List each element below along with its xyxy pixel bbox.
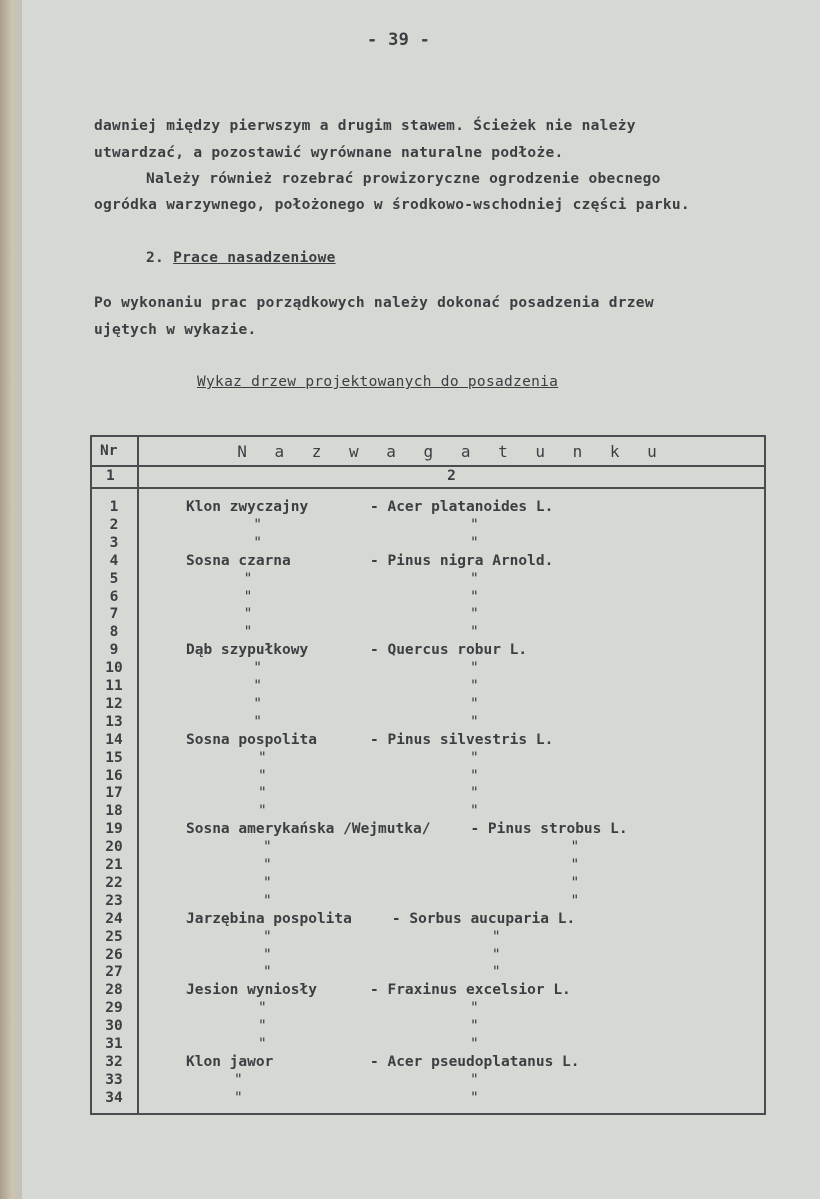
table-row: [90, 1090, 766, 1108]
ditto-mark-latin: ": [470, 749, 479, 766]
ditto-mark-polish: ": [263, 857, 272, 873]
ditto-mark-latin: ": [470, 1018, 479, 1035]
row-number: 30: [105, 1018, 123, 1035]
row-number: 14: [105, 731, 123, 748]
paragraph-line: ujętych w wykazie.: [94, 322, 257, 338]
row-number: 26: [105, 946, 123, 963]
row-number: 19: [105, 821, 123, 838]
page-number: - 39 -: [367, 30, 431, 50]
polish-name: Sosna amerykańska /Wejmutka/: [186, 821, 431, 838]
ditto-mark-latin: ": [470, 767, 479, 784]
row-number: 5: [109, 570, 119, 587]
table-row: [90, 1072, 766, 1090]
table-row: [90, 732, 766, 750]
ditto-mark-latin: ": [491, 946, 501, 963]
row-number: 21: [105, 857, 123, 873]
paragraph-line: utwardzać, a pozostawić wyrównane naturalne podłoże.: [94, 145, 564, 161]
ditto-mark-polish: ": [253, 516, 262, 533]
polish-name: Jarzębina pospolita: [186, 910, 352, 927]
ditto-mark-latin: ": [470, 1000, 479, 1017]
ditto-mark-polish: ": [243, 624, 253, 641]
column-number-divider: [90, 487, 766, 489]
paragraph-line: ogródka warzywnego, położonego w środkowo-wschodniej części parku.: [94, 197, 690, 213]
row-number: 23: [105, 892, 123, 909]
table-row: [90, 696, 766, 714]
polish-name: Sosna pospolita: [186, 731, 317, 748]
table-row: [90, 875, 766, 893]
polish-name: Klon jawor: [186, 1053, 274, 1070]
ditto-mark-latin: ": [470, 785, 479, 802]
row-number: 24: [105, 910, 123, 927]
latin-name: - Pinus silvestris L.: [370, 731, 554, 748]
ditto-mark-polish: ": [263, 874, 272, 891]
row-number: 1: [109, 499, 119, 515]
row-number: 33: [105, 1071, 123, 1088]
ditto-mark-polish: ": [253, 534, 262, 551]
table-row: [90, 768, 766, 786]
header-species-name: N a z w a g a t u n k u: [237, 442, 666, 461]
latin-name: - Sorbus aucuparia L.: [391, 910, 576, 927]
table-row: [90, 535, 766, 553]
polish-name: Dąb szypułkowy: [186, 642, 309, 659]
row-number: 32: [105, 1053, 123, 1070]
row-number: 6: [109, 588, 119, 605]
table-row: [90, 624, 766, 642]
species-table: [90, 435, 766, 1115]
ditto-mark-polish: ": [253, 713, 262, 730]
ditto-mark-polish: ": [263, 839, 272, 856]
table-row: [90, 911, 766, 929]
column-number-2: 2: [447, 468, 456, 484]
table-row: [90, 606, 766, 624]
ditto-mark-polish: ": [258, 749, 267, 766]
ditto-mark-latin: ": [570, 839, 580, 856]
ditto-mark-latin: ": [470, 678, 479, 694]
table-row: [90, 803, 766, 821]
ditto-mark-polish: ": [263, 964, 272, 981]
paragraph-line: dawniej między pierwszym a drugim stawem. Ścieżek nie należy: [94, 118, 636, 134]
book-binding-edge: [0, 0, 22, 1199]
ditto-mark-polish: ": [258, 767, 267, 784]
row-number: 17: [105, 785, 123, 802]
ditto-mark-latin: ": [470, 570, 479, 587]
row-number: 25: [105, 928, 123, 945]
ditto-mark-latin: ": [470, 624, 479, 641]
ditto-mark-polish: ": [258, 1036, 267, 1052]
row-number: 3: [109, 534, 119, 551]
row-number: 13: [105, 713, 123, 730]
table-row: [90, 785, 766, 803]
row-number: 20: [105, 839, 123, 856]
ditto-mark-polish: ": [253, 660, 262, 677]
ditto-mark-latin: ": [470, 1071, 479, 1088]
row-number: 28: [105, 982, 123, 999]
paragraph-line: Po wykonaniu prac porządkowych należy dokonać posadzenia drzew: [94, 295, 654, 311]
ditto-mark-latin: ": [470, 695, 479, 712]
latin-name: - Fraxinus excelsior L.: [370, 982, 571, 999]
column-number-1: 1: [106, 468, 115, 484]
polish-name: Jesion wyniosły: [186, 982, 317, 999]
ditto-mark-latin: ": [470, 1036, 479, 1052]
table-row: [90, 1018, 766, 1036]
table-row: [90, 821, 766, 839]
row-number: 7: [109, 606, 119, 623]
table-row: [90, 714, 766, 732]
ditto-mark-latin: ": [470, 516, 479, 533]
ditto-mark-latin: ": [491, 928, 501, 945]
table-row: [90, 929, 766, 947]
table-row: [90, 839, 766, 857]
ditto-mark-polish: ": [243, 570, 253, 587]
table-row: [90, 982, 766, 1000]
header-divider: [90, 465, 766, 467]
table-row: [90, 893, 766, 911]
table-caption: Wykaz drzew projektowanych do posadzenia: [197, 374, 559, 390]
polish-name: Klon zwyczajny: [186, 499, 309, 515]
ditto-mark-polish: ": [234, 1071, 243, 1088]
ditto-mark-latin: ": [470, 606, 479, 623]
table-row: [90, 964, 766, 982]
table-row: [90, 642, 766, 660]
table-row: [90, 750, 766, 768]
ditto-mark-polish: ": [263, 928, 272, 945]
ditto-mark-latin: ": [570, 857, 580, 873]
row-number: 11: [105, 678, 123, 694]
row-number: 31: [105, 1036, 123, 1052]
table-row: [90, 589, 766, 607]
section-title: Prace nasadzeniowe: [173, 250, 336, 266]
table-row: [90, 678, 766, 696]
ditto-mark-polish: ": [253, 695, 262, 712]
ditto-mark-latin: ": [570, 892, 580, 909]
latin-name: - Quercus robur L.: [370, 642, 528, 659]
latin-name: - Acer platanoides L.: [370, 499, 554, 515]
ditto-mark-polish: ": [258, 803, 267, 820]
table-row: [90, 571, 766, 589]
ditto-mark-polish: ": [234, 1089, 243, 1106]
ditto-mark-polish: ": [263, 892, 272, 909]
header-nr: Nr: [100, 443, 118, 459]
row-number: 16: [105, 767, 123, 784]
ditto-mark-latin: ": [470, 534, 479, 551]
row-number: 8: [109, 624, 119, 641]
row-number: 10: [105, 660, 123, 677]
row-number: 15: [105, 749, 123, 766]
document-page: [22, 0, 820, 1199]
table-row: [90, 1036, 766, 1054]
table-row: [90, 1054, 766, 1072]
ditto-mark-polish: ": [263, 946, 272, 963]
table-row: [90, 660, 766, 678]
ditto-mark-latin: ": [470, 588, 479, 605]
table-row: [90, 517, 766, 535]
table-row: [90, 1000, 766, 1018]
ditto-mark-latin: ": [470, 803, 479, 820]
ditto-mark-polish: ": [258, 1000, 267, 1017]
ditto-mark-latin: ": [470, 1089, 479, 1106]
row-number: 29: [105, 1000, 123, 1017]
ditto-mark-latin: ": [491, 964, 501, 981]
row-number: 18: [105, 803, 123, 820]
ditto-mark-latin: ": [570, 874, 580, 891]
latin-name: - Pinus nigra Arnold.: [370, 552, 554, 569]
row-number: 9: [109, 642, 119, 659]
latin-name: - Acer pseudoplatanus L.: [370, 1053, 580, 1070]
row-number: 27: [105, 964, 123, 981]
table-row: [90, 947, 766, 965]
row-number: 34: [105, 1089, 123, 1106]
ditto-mark-polish: ": [243, 588, 253, 605]
ditto-mark-polish: ": [243, 606, 253, 623]
table-row: [90, 553, 766, 571]
table-row: [90, 857, 766, 875]
latin-name: - Pinus strobus L.: [470, 821, 628, 838]
ditto-mark-latin: ": [470, 713, 479, 730]
row-number: 2: [109, 516, 119, 533]
row-number: 4: [109, 552, 119, 569]
section-number: 2.: [146, 250, 165, 266]
row-number: 12: [105, 695, 123, 712]
table-row: [90, 499, 766, 517]
ditto-mark-polish: ": [253, 678, 262, 694]
ditto-mark-latin: ": [470, 660, 479, 677]
polish-name: Sosna czarna: [186, 552, 291, 569]
ditto-mark-polish: ": [258, 1018, 267, 1035]
ditto-mark-polish: ": [258, 785, 267, 802]
section-heading: [146, 250, 336, 266]
row-number: 22: [105, 874, 123, 891]
paragraph-line: Należy również rozebrać prowizoryczne ogrodzenie obecnego: [146, 171, 661, 187]
